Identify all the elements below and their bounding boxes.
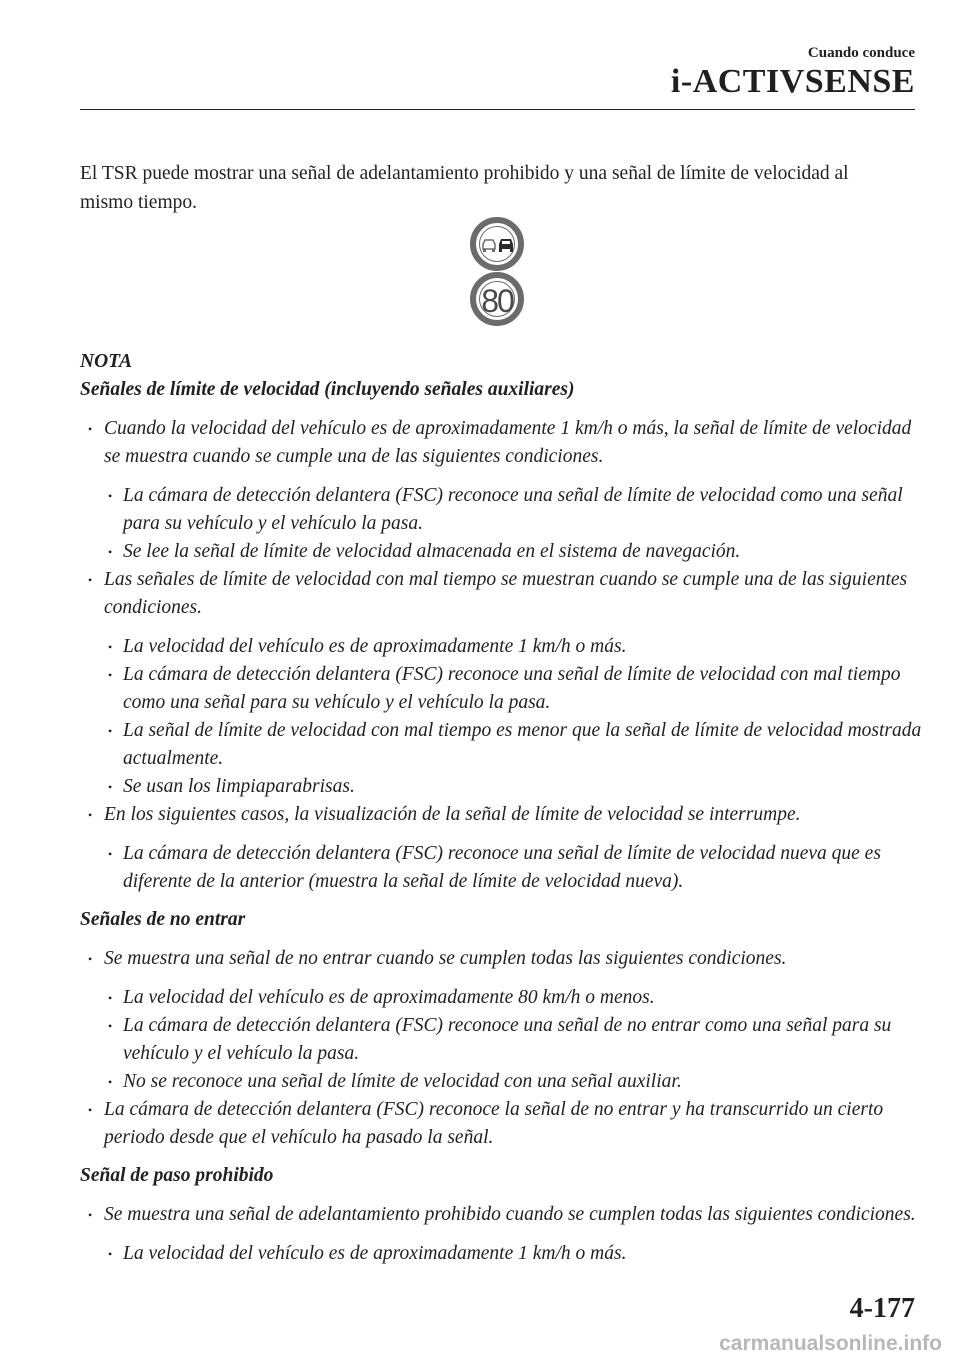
sub-list-item: • Se lee la señal de límite de velocidad almacenada en el sistema de navegación. xyxy=(80,538,925,566)
sub-list-item: • No se reconoce una señal de límite de velocidad con una señal auxiliar. xyxy=(80,1068,925,1096)
sub-list-item: • La cámara de detección delantera (FSC) reconoce una señal de no entrar como una señal para su vehículo y el vehículo la pasa. xyxy=(80,1012,925,1068)
bullet-list xyxy=(80,415,925,896)
sub-list-item: • La velocidad del vehículo es de aproximadamente 1 km/h o más. xyxy=(80,633,925,661)
sub-list-item: • La cámara de detección delantera (FSC) reconoce una señal de límite de velocidad con mal tiempo como una señal para su vehículo y el vehículo la pasa. xyxy=(80,661,925,717)
two-cars-icon xyxy=(481,235,515,255)
list-item: • Cuando la velocidad del vehículo es de aproximadamente 1 km/h o más, la señal de límite de velocidad se muestra cuando se cumple una de las siguientes condiciones. xyxy=(80,415,925,471)
chapter-title: i-ACTIVSENSE xyxy=(670,63,915,100)
list-item: • Las señales de límite de velocidad con mal tiempo se muestran cuando se cumple una de las siguientes condiciones. xyxy=(80,566,925,622)
no-overtaking-sign-icon xyxy=(470,217,524,271)
sub-list-item: • La velocidad del vehículo es de aproximadamente 1 km/h o más. xyxy=(80,1240,925,1268)
section-title: Cuando conduce xyxy=(807,45,915,61)
list-item: • Se muestra una señal de no entrar cuando se cumplen todas las siguientes condiciones. xyxy=(80,945,925,973)
header-rule xyxy=(80,109,915,110)
list-item: • Se muestra una señal de adelantamiento prohibido cuando se cumplen todas las siguientes condiciones. xyxy=(80,1201,925,1229)
bullet-list xyxy=(80,1201,925,1268)
section-heading: Señales de no entrar xyxy=(80,909,246,930)
note-label: NOTA xyxy=(80,351,133,372)
sub-list-item: • Se usan los limpiaparabrisas. xyxy=(80,773,925,801)
section-heading: Señal de paso prohibido xyxy=(80,1165,274,1186)
page-number: 4-177 xyxy=(849,1293,915,1324)
speed-limit-value: 80 xyxy=(481,283,513,319)
watermark-text: carmanualsonline.info xyxy=(719,1332,942,1355)
list-item: • La cámara de detección delantera (FSC) reconoce la señal de no entrar y ha transcurrido un cierto periodo desde que el vehículo ha pasado la señal. xyxy=(80,1096,925,1152)
note-sections xyxy=(80,376,925,1268)
sub-list-item: • La cámara de detección delantera (FSC) reconoce una señal de límite de velocidad como una señal para su vehículo y el vehículo la pasa. xyxy=(80,482,925,538)
sub-list-item: • La cámara de detección delantera (FSC) reconoce una señal de límite de velocidad nueva que es diferente de la anterior (muestra la señal de límite de velocidad nueva). xyxy=(80,840,925,896)
section-heading: Señales de límite de velocidad (incluyendo señales auxiliares) xyxy=(80,379,575,400)
sub-list-item: • La señal de límite de velocidad con mal tiempo es menor que la señal de límite de velocidad mostrada actualmente. xyxy=(80,717,925,773)
sub-list-item: • La velocidad del vehículo es de aproximadamente 80 km/h o menos. xyxy=(80,984,925,1012)
note-block xyxy=(80,348,925,1268)
list-item: • En los siguientes casos, la visualización de la señal de límite de velocidad se interrumpe. xyxy=(80,801,925,829)
intro-paragraph: El TSR puede mostrar una señal de adelantamiento prohibido y una señal de límite de velocidad al mismo tiempo. xyxy=(80,163,849,213)
page-header xyxy=(0,0,960,112)
speed-limit-sign-icon xyxy=(470,272,524,326)
bullet-list xyxy=(80,945,925,1152)
